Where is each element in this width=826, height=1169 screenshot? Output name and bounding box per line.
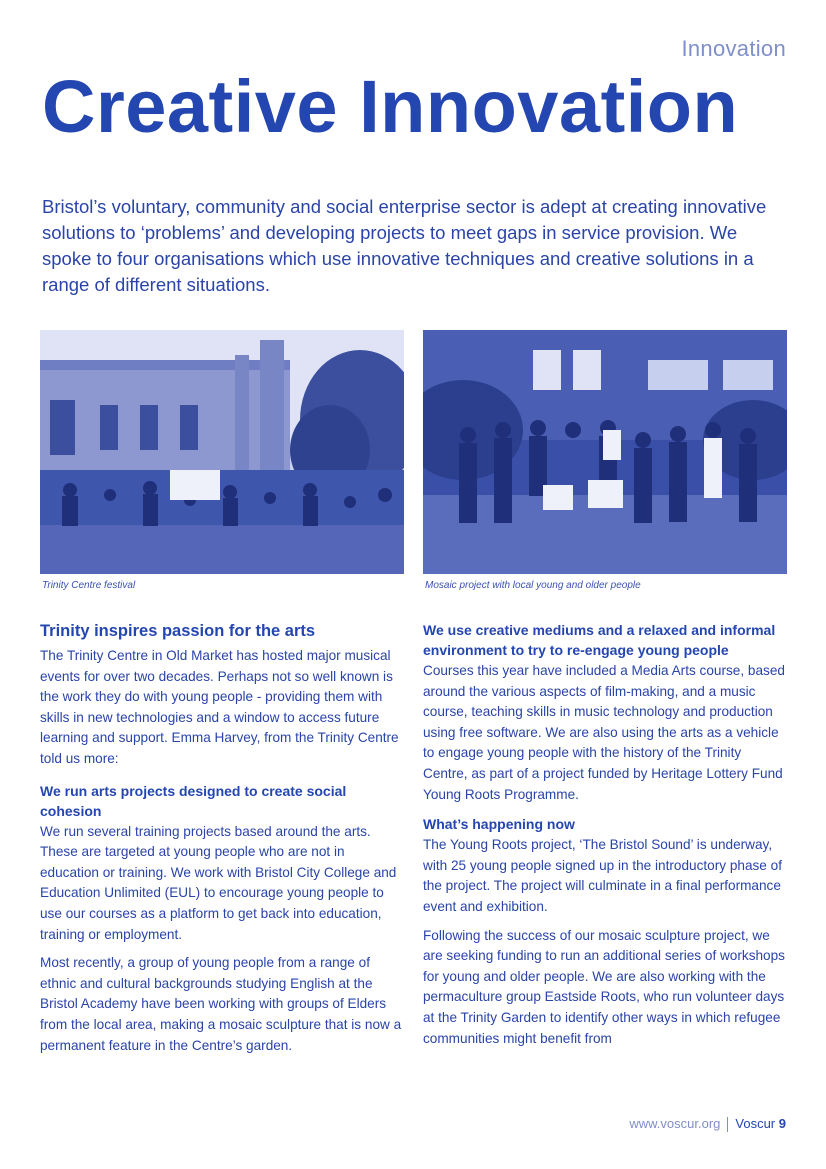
intro-paragraph: Bristol’s voluntary, community and social enterprise sector is adept at creating innovative solutions to ‘problems’ and developing projects to meet gaps in service provision. We spoke to four organisations which use innovative techniques and creative solutions in a range of different situations. [42, 196, 767, 295]
paragraph: We run several training projects based around the arts. These are targeted at young people who are not in education or training. We work with Bristol City College and Education Unlimited (EUL) to encourage young people to use our courses as a platform to get back into education, training or employment. [40, 823, 397, 942]
footer-divider [727, 1117, 728, 1132]
paragraph: Courses this year have included a Media Arts course, based around the various aspects of film-making, and a music course, teaching skills in music technology and production using free software. We are also using the arts as a vehicle to engage young people with the history of the Trinity Centre, as part of a project funded by Heritage Lottery Fund Young Roots Programme. [423, 663, 785, 802]
mosaic-project-photo [423, 330, 787, 574]
photo-caption-mosaic: Mosaic project with local young and older people [425, 580, 641, 591]
page-title: Creative Innovation [42, 65, 739, 148]
section-tag: Innovation [681, 36, 786, 61]
paragraph: Following the success of our mosaic sculpture project, we are seeking funding to run an additional series of workshops for young and older people. We are also working with the permaculture group Eastside Roots, who run volunteer days at the Trinity Garden to identify other ways in which refugee communities might benefit from [423, 927, 785, 1046]
subheading: What’s happening now [423, 816, 575, 833]
page-footer [629, 1116, 786, 1132]
trinity-festival-photo [40, 330, 404, 574]
paragraph: Most recently, a group of young people from a range of ethnic and cultural backgrounds studying English at the Bristol Academy have been working with groups of Elders from the local area, making a mosaic sculpture that is now a permanent feature in the Centre’s garden. [40, 955, 402, 1053]
left-column [40, 620, 404, 1064]
right-column [423, 620, 787, 1057]
website-link[interactable]: www.voscur.org [629, 1116, 721, 1131]
article-heading: Trinity inspires passion for the arts [40, 622, 316, 640]
photo-caption-festival: Trinity Centre festival [42, 580, 136, 591]
subheading: We run arts projects designed to create social cohesion [40, 782, 347, 819]
page-number: 9 [778, 1116, 786, 1131]
footer-brand: Voscur [735, 1116, 776, 1131]
paragraph: The Trinity Centre in Old Market has hosted major musical events for over two decades. Perhaps not so well known is the work they do with young people - providing them with skills in new technologies and a window to access future learning and support. Emma Harvey, from the Trinity Centre told us more: [40, 648, 399, 766]
paragraph: The Young Roots project, ‘The Bristol Sound’ is underway, with 25 young people signed up in the introductory phase of the project. The project will culminate in a final performance event and exhibition. [423, 837, 782, 914]
subheading: We use creative mediums and a relaxed and informal environment to try to re-engage young people [423, 622, 776, 658]
